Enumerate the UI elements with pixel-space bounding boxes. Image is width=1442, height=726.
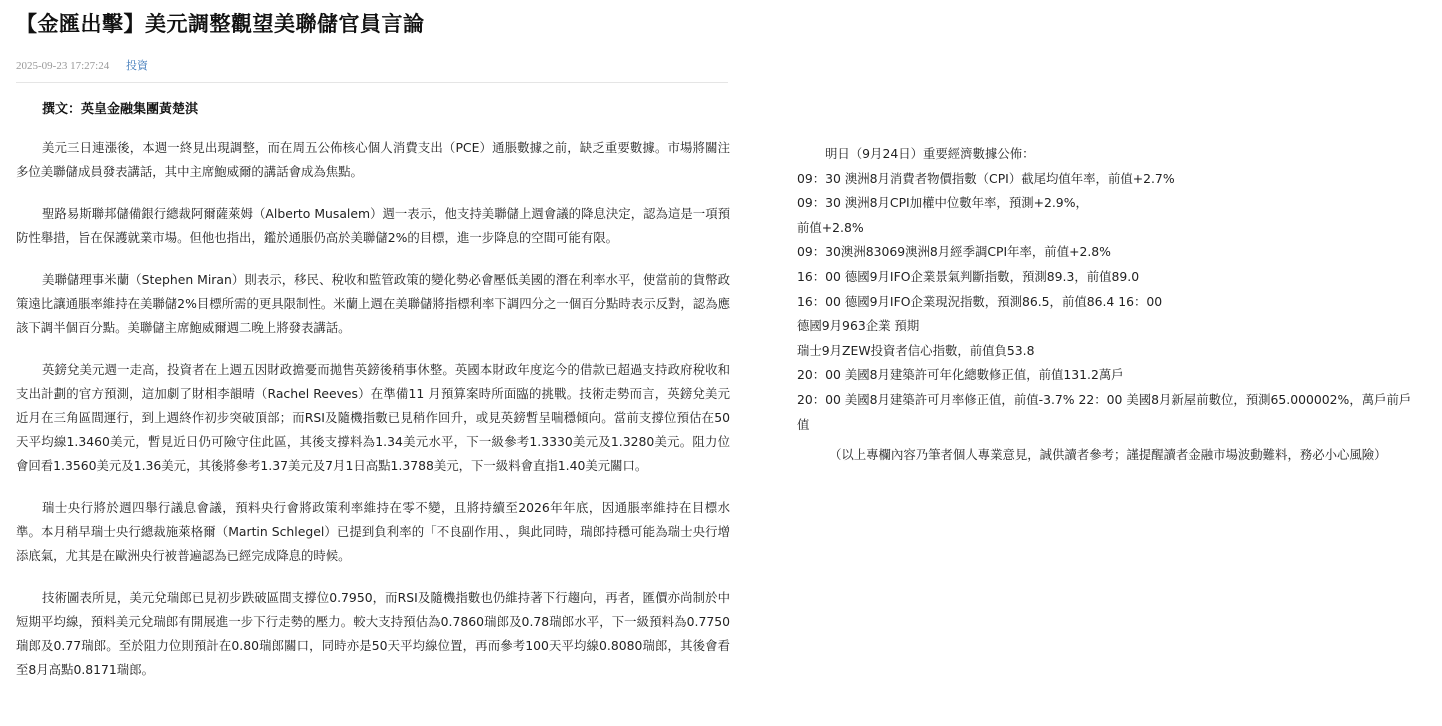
calendar-heading: 明日（9月24日）重要經濟數據公佈： (825, 146, 1035, 161)
paragraph: 瑞士央行將於週四舉行議息會議，預料央行會將政策利率維持在零不變，且將持續至2026年年底，因通脹率維持在目標水準。本月稍早瑞士央行總裁施萊格爾（Martin Schlegel）已提到負利率的「不良副作用、，與此同時，瑞郎持穩可能為瑞士央行增添底氣，尤其是在歐洲央行被普遍認為已經完成降息的時候。 (16, 500, 730, 563)
economic-calendar (797, 142, 1437, 467)
disclaimer: （以上專欄內容乃筆者個人專業意見，誠供讀者參考；謹提醒讀者金融市場波動難料，務必小心風險） (829, 447, 1387, 463)
article-title: 【金匯出擊】美元調整觀望美聯儲官員言論 (16, 12, 425, 36)
divider (16, 82, 728, 83)
publish-date: 2025-09-23 17:27:24 (16, 60, 110, 72)
calendar-line: 德國9月963企業 預期 (797, 318, 920, 334)
calendar-line: 20：00 美國8月建築許可月率修正值，前值-3.7% 22：00 美國8月新屋前數位，預測65.000002%，萬戶前戶 (797, 391, 1412, 407)
category-link[interactable]: 投資 (125, 59, 148, 72)
paragraph: 聖路易斯聯邦儲備銀行總裁阿爾薩萊姆（Alberto Musalem）週一表示，他支持美聯儲上週會議的降息決定，認為這是一項預防性舉措，旨在保護就業市場。但他也指出，鑑於通脹仍高於美聯儲2%的目標，進一步降息的空間可能有限。 (16, 206, 730, 245)
calendar-line: 09：30 澳洲8月CPI加權中位數年率，預測+2.9%， (797, 195, 1088, 211)
calendar-line: 值 (797, 416, 810, 432)
paragraph: 美元三日連漲後，本週一終見出現調整，而在周五公佈核心個人消費支出（PCE）通脹數據之前，缺乏重要數據。市場將關注多位美聯儲成員發表講話，其中主席鮑威爾的講話會成為焦點。 (16, 140, 730, 179)
paragraph: 技術圖表所見，美元兌瑞郎已見初步跌破區間支撐位0.7950，而RSI及隨機指數也仍維持著下行趨向，再者，匯價亦尚制於中短期平均線，預料美元兌瑞郎有開展進一步下行走勢的壓力。較大支持預估為0.7860瑞郎及0.78瑞郎水平，下一級預料為0.7750瑞郎及0.77瑞郎。至於阻力位則預計在0.80瑞郎關口，同時亦是50天平均線位置，再而參考100天平均線0.8080瑞郎，其後會看至8月高點0.8171瑞郎。 (16, 590, 730, 677)
calendar-line: 20：00 美國8月建築許可年化總數修正值，前值131.2萬戶 (797, 367, 1124, 383)
article-body (16, 136, 730, 700)
calendar-line: 09：30澳洲83069澳洲8月經季調CPI年率，前值+2.8% (797, 244, 1111, 260)
calendar-line: 16：00 德國9月IFO企業景氣判斷指數，預測89.3，前值89.0 (797, 268, 1140, 284)
article-meta (16, 57, 148, 73)
paragraph: 美聯儲理事米蘭（Stephen Miran）則表示，移民、稅收和監管政策的變化勢必會壓低美國的潛在利率水平，使當前的貨幣政策遠比讓通脹率維持在美聯儲2%目標所需的更具限制性。米蘭上週在美聯儲將指標利率下調四分之一個百分點時表示反對，認為應該下調半個百分點。美聯儲主席鮑威爾週二晚上將發表講話。 (16, 272, 730, 335)
calendar-line: 前值+2.8% (797, 219, 864, 235)
author-byline: 撰文：英皇金融集團黃楚淇 (42, 102, 199, 117)
paragraph: 英鎊兌美元週一走高，投資者在上週五因財政擔憂而拋售英鎊後稍事休整。英國本財政年度迄今的借款已超過支持政府稅收和支出計劃的官方預測，這加劇了財相李韻晴（Rachel Reeves）在準備11 月預算案時所面臨的挑戰。技術走勢而言，英鎊兌美元近月在三角區間運行，到上週終作初步突破頂部；而RSI及隨機指數已見稍作回升，或見英鎊暫呈喘穩傾向。當前支撐位預估在50天平均線1.3460美元，暫見近日仍可險守住此區，其後支撐料為1.34美元水平，下一級參考1.3330美元及1.3280美元。阻力位會回看1.3560美元及1.36美元，其後將參考1.37美元及7月1日高點1.3788美元，下一級料會直指1.40美元關口。 (16, 362, 730, 473)
calendar-line: 09：30 澳洲8月消費者物價指數（CPI）截尾均值年率，前值+2.7% (797, 170, 1175, 186)
calendar-line: 16：00 德國9月IFO企業現況指數，預測86.5，前值86.4 16：00 (797, 293, 1163, 309)
calendar-line: 瑞士9月ZEW投資者信心指數，前值負53.8 (797, 342, 1035, 358)
